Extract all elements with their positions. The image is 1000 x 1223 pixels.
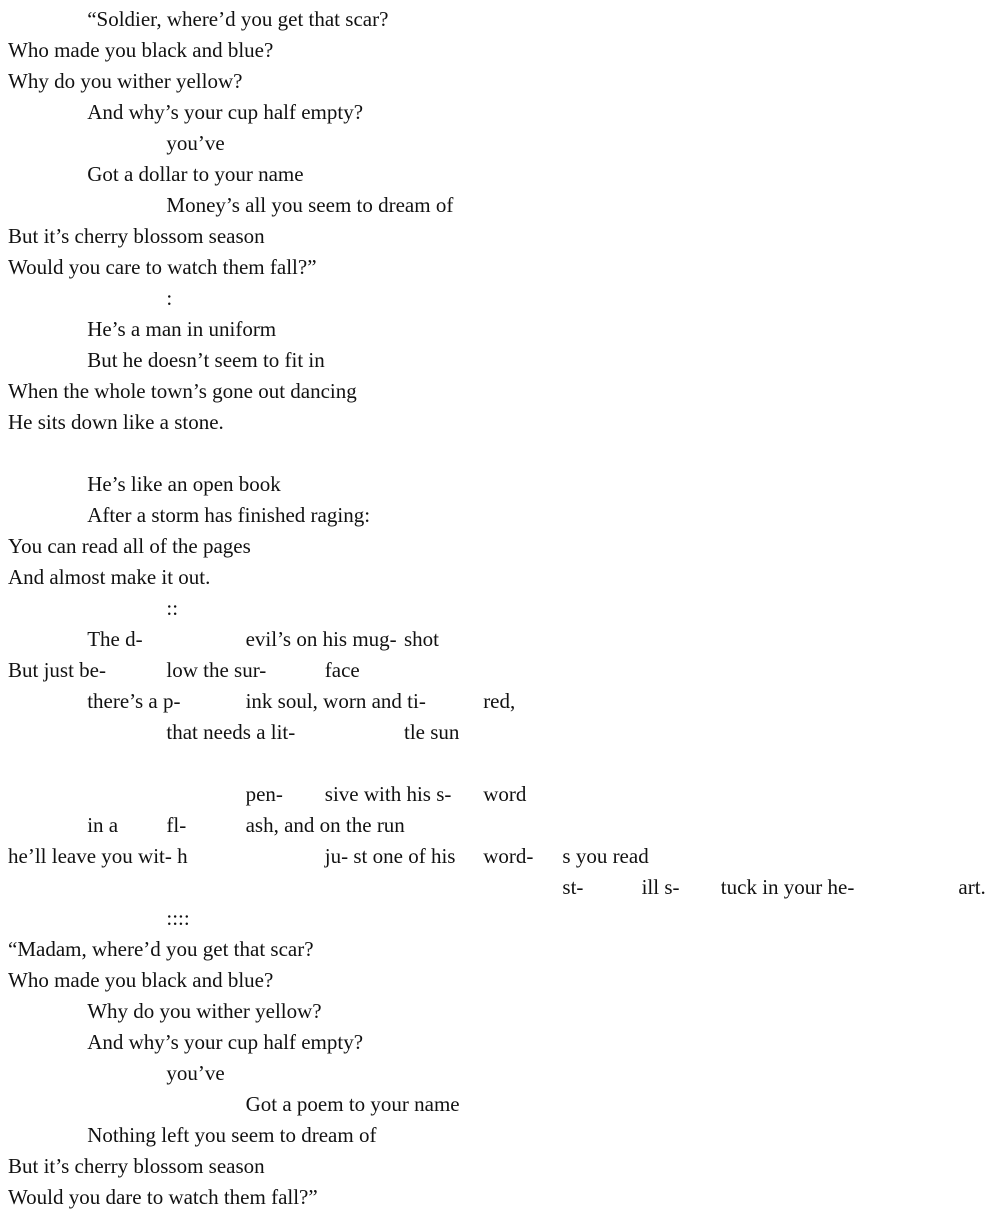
poem-line-text: word: [483, 782, 527, 806]
poem-line: [0, 1089, 1000, 1120]
poem-line: [0, 190, 1000, 221]
poem-line-text: in a: [87, 813, 119, 837]
poem-line: [0, 438, 1000, 469]
poem-line: [0, 345, 1000, 376]
poem-line: [0, 779, 1000, 810]
poem-line-text: fl-: [166, 813, 187, 837]
poem-line-text: “Soldier, where’d you get that scar?: [87, 7, 389, 31]
poem-line: [0, 1151, 1000, 1182]
poem-line-text: Who made you black and blue?: [8, 968, 274, 992]
poem-line-text: But just be-: [8, 658, 106, 682]
poem-line: [0, 1182, 1000, 1213]
poem-line-text: He’s a man in uniform: [87, 317, 277, 341]
poem-line: [0, 624, 1000, 655]
poem-line-text: Why do you wither yellow?: [8, 69, 243, 93]
poem-line-text: When the whole town’s gone out dancing: [8, 379, 357, 403]
poem-line: [0, 1027, 1000, 1058]
poem-line-text: there’s a p-: [87, 689, 181, 713]
poem-line: [0, 593, 1000, 624]
poem-line: [0, 748, 1000, 779]
poem-line: [0, 469, 1000, 500]
poem-line-text: He sits down like a stone.: [8, 410, 224, 434]
poem-line: [0, 1120, 1000, 1151]
poem-line-text: sive with his s-: [324, 782, 452, 806]
poem-line-text: art.: [958, 875, 986, 899]
poem-line-text: Who made you black and blue?: [8, 38, 274, 62]
poem-line: [0, 717, 1000, 748]
poem-line-text: Got a dollar to your name: [87, 162, 304, 186]
poem-line-text: Nothing left you seem to dream of: [87, 1123, 377, 1147]
poem-line: [0, 376, 1000, 407]
poem-line-text: st-: [562, 875, 584, 899]
poem-line: [0, 562, 1000, 593]
poem-line: [0, 531, 1000, 562]
poem-line-text: But he doesn’t seem to fit in: [87, 348, 325, 372]
poem-line-text: ju- st one of his: [324, 844, 456, 868]
poem-line: [0, 655, 1000, 686]
poem-line: [0, 903, 1000, 934]
poem-line: [0, 996, 1000, 1027]
poem-line-text: ash, and on the run: [245, 813, 405, 837]
poem-line-text: you’ve: [166, 131, 225, 155]
poem-line: [0, 35, 1000, 66]
poem-line-text: you’ve: [166, 1061, 225, 1085]
poem-line-text: low the sur-: [166, 658, 267, 682]
poem-line: [0, 252, 1000, 283]
poem-line-text: word-: [483, 844, 534, 868]
poem-line-text: red,: [483, 689, 516, 713]
poem-line-text: Why do you wither yellow?: [87, 999, 322, 1023]
poem-line-text: “Madam, where’d you get that scar?: [8, 937, 314, 961]
poem-line: [0, 314, 1000, 345]
poem-line: [0, 283, 1000, 314]
poem-line: [0, 407, 1000, 438]
poem-line: [0, 500, 1000, 531]
poem-line-text: And why’s your cup half empty?: [87, 100, 364, 124]
poem-line-text: ill s-: [641, 875, 680, 899]
poem-line-text: ::: [166, 596, 179, 620]
poem-line-text: Got a poem to your name: [245, 1092, 460, 1116]
poem-line-text: He’s like an open book: [87, 472, 281, 496]
poem-line-text: tuck in your he-: [720, 875, 855, 899]
poem-line: [0, 965, 1000, 996]
poem-line-text: Would you care to watch them fall?”: [8, 255, 317, 279]
poem-line-text: s you read: [562, 844, 649, 868]
poem-line-text: After a storm has finished raging:: [87, 503, 371, 527]
poem-line-text: he’ll leave you wit- h: [8, 844, 188, 868]
poem-line: [0, 4, 1000, 35]
poem-line: [0, 810, 1000, 841]
poem-line-text: pen-: [245, 782, 283, 806]
poem-line: [0, 686, 1000, 717]
poem-line-text: evil’s on his mug-: [245, 627, 397, 651]
poem-line-text: The d-: [87, 627, 143, 651]
poem-line-text: But it’s cherry blossom season: [8, 224, 265, 248]
poem-line-text: :: [166, 286, 173, 310]
poem-line-text: ::::: [166, 906, 190, 930]
poem-line: [0, 934, 1000, 965]
poem-line-text: And almost make it out.: [8, 565, 211, 589]
poem-line-text: tle sun: [404, 720, 460, 744]
poem-line-text: And why’s your cup half empty?: [87, 1030, 364, 1054]
poem-line: [0, 841, 1000, 872]
poem-line: [0, 872, 1000, 903]
poem-line-text: shot: [404, 627, 440, 651]
poem-line: [0, 159, 1000, 190]
poem-line-text: But it’s cherry blossom season: [8, 1154, 265, 1178]
poem-line: [0, 128, 1000, 159]
poem-line-text: Money’s all you seem to dream of: [166, 193, 454, 217]
poem-line-text: face: [324, 658, 360, 682]
poem-line-text: ink soul, worn and ti-: [245, 689, 426, 713]
poem-line: [0, 97, 1000, 128]
poem-line-text: Would you dare to watch them fall?”: [8, 1185, 318, 1209]
poem-line: [0, 66, 1000, 97]
poem-line: [0, 221, 1000, 252]
poem-line-text: You can read all of the pages: [8, 534, 251, 558]
poem-line: [0, 1058, 1000, 1089]
poem-line-text: that needs a lit-: [166, 720, 296, 744]
